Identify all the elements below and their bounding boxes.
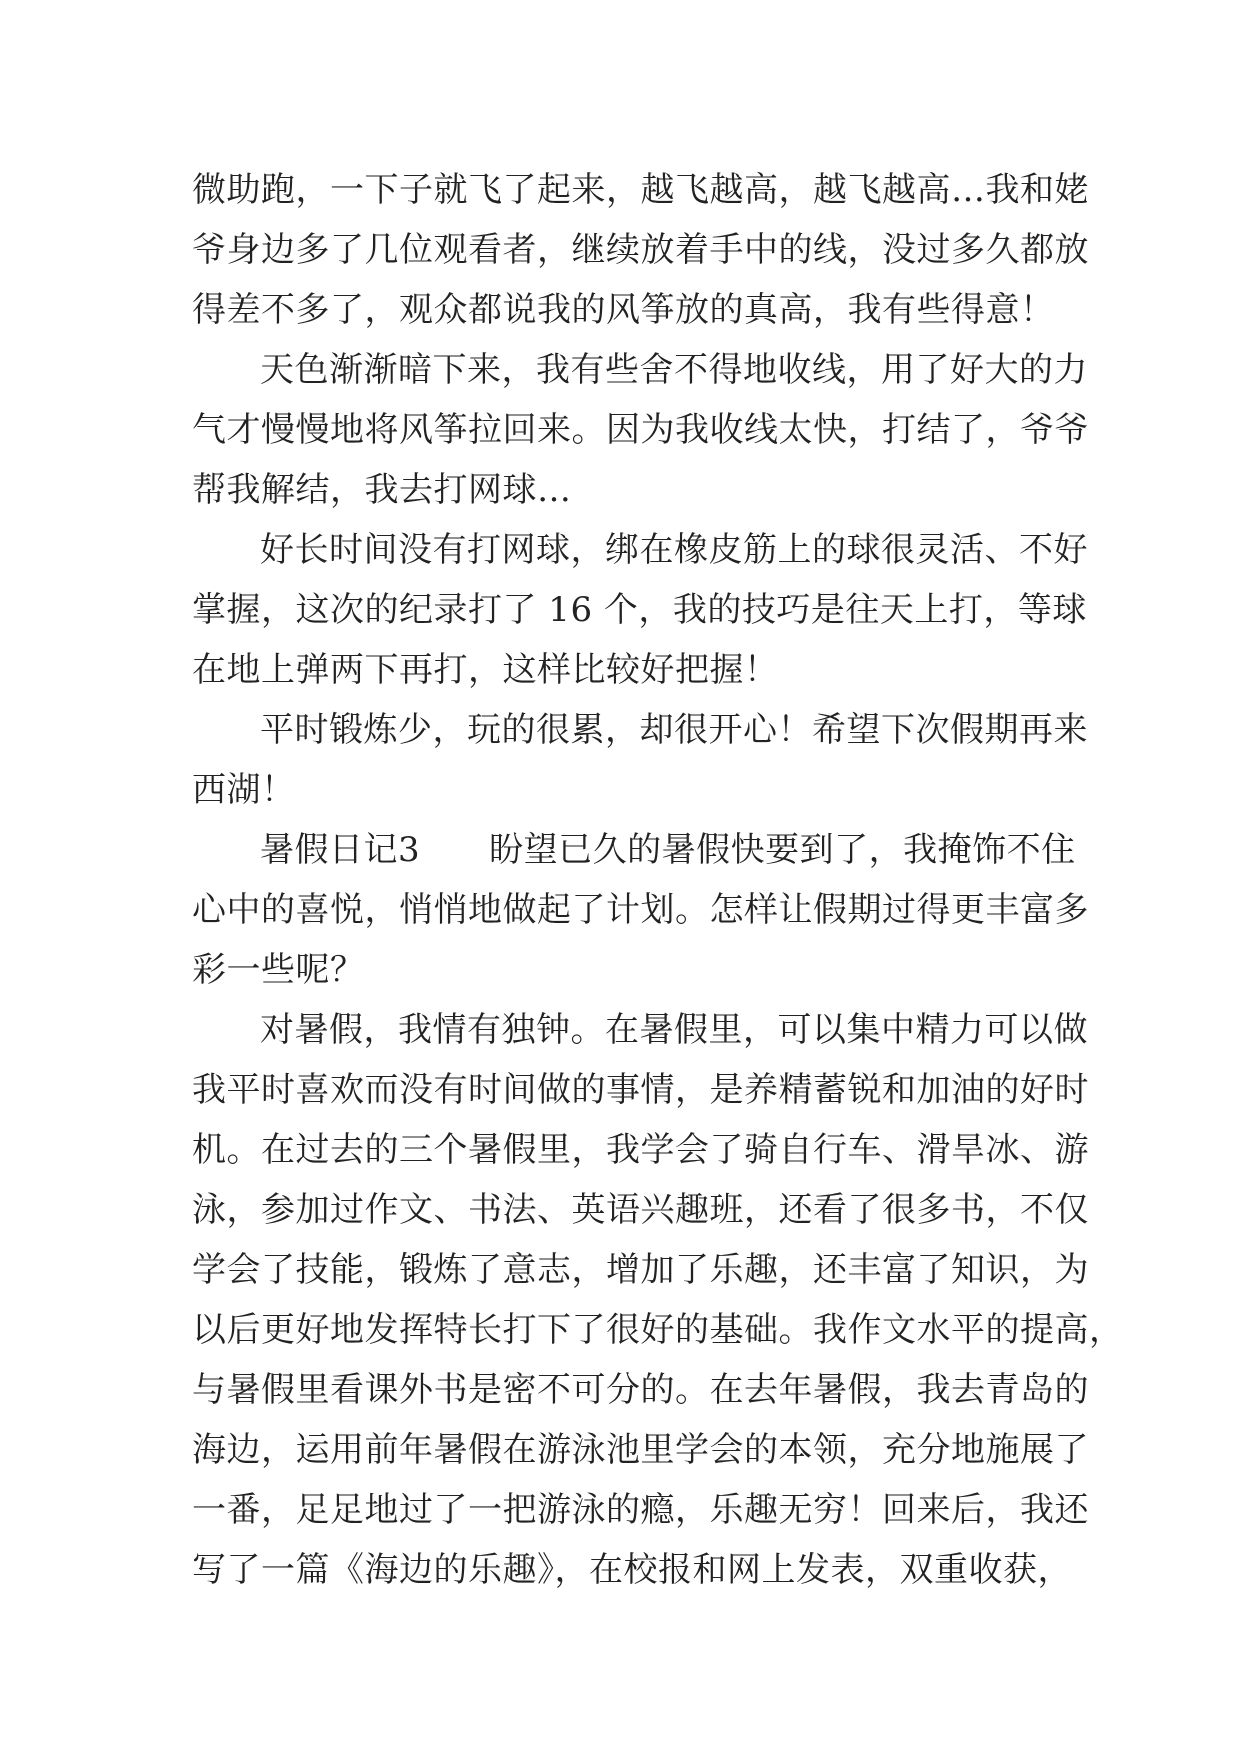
- text-line: 在地上弹两下再打，这样比较好把握！: [192, 650, 779, 690]
- paragraph-tired-happy: [192, 700, 1088, 820]
- text-line: 写了一篇《海边的乐趣》，在校报和网上发表，双重收获，: [192, 1550, 1072, 1590]
- text-line: 气才慢慢地将风筝拉回来。因为我收线太快，打结了，爷爷: [192, 410, 1089, 450]
- text-line: 得差不多了，观众都说我的风筝放的真高，我有些得意！: [192, 290, 1055, 330]
- paragraph-summer-love: [192, 1000, 1124, 1600]
- text-line: 天色渐渐暗下来，我有些舍不得地收线，用了好大的力: [260, 350, 1088, 390]
- text-line: 心中的喜悦，悄悄地做起了计划。怎样让假期过得更丰富多: [192, 890, 1089, 930]
- text-line: 以后更好地发挥特长打下了很好的基础。我作文水平的提高，: [192, 1310, 1124, 1350]
- text-line: 学会了技能，锻炼了意志，增加了乐趣，还丰富了知识，为: [192, 1250, 1089, 1290]
- text-line: 海边，运用前年暑假在游泳池里学会的本领，充分地施展了: [192, 1430, 1089, 1470]
- document-body: [192, 160, 1124, 1600]
- text-line: 与暑假里看课外书是密不可分的。在去年暑假，我去青岛的: [192, 1370, 1089, 1410]
- paragraph-kite-flying: [192, 160, 1089, 340]
- text-line: 我平时喜欢而没有时间做的事情，是养精蓄锐和加油的好时: [192, 1070, 1089, 1110]
- text-line: 微助跑，一下子就飞了起来，越飞越高，越飞越高…我和姥: [192, 170, 1089, 210]
- text-line: 爷身边多了几位观看者，继续放着手中的线，没过多久都放: [192, 230, 1089, 270]
- text-line: 帮我解结，我去打网球…: [192, 470, 572, 510]
- text-line: 好长时间没有打网球，绑在橡皮筋上的球很灵活、不好: [260, 530, 1088, 570]
- text-line: 掌握，这次的纪录打了 16 个，我的技巧是往天上打，等球: [192, 590, 1087, 630]
- text-line: 彩一些呢？: [192, 950, 365, 990]
- text-line: 平时锻炼少，玩的很累，却很开心！希望下次假期再来: [260, 710, 1088, 750]
- paragraph-diary-3-heading: [192, 820, 1089, 1000]
- paragraph-dusk-reeling: [192, 340, 1089, 520]
- text-line: 泳，参加过作文、书法、英语兴趣班，还看了很多书，不仅: [192, 1190, 1089, 1230]
- text-line: 对暑假，我情有独钟。在暑假里，可以集中精力可以做: [260, 1010, 1088, 1050]
- text-line: 机。在过去的三个暑假里，我学会了骑自行车、滑旱冰、游: [192, 1130, 1089, 1170]
- text-line: 西湖！: [192, 770, 296, 810]
- text-line: 暑假日记3 盼望已久的暑假快要到了，我掩饰不住: [260, 830, 1076, 870]
- paragraph-tennis: [192, 520, 1088, 700]
- text-line: 一番，足足地过了一把游泳的瘾，乐趣无穷！回来后，我还: [192, 1490, 1089, 1530]
